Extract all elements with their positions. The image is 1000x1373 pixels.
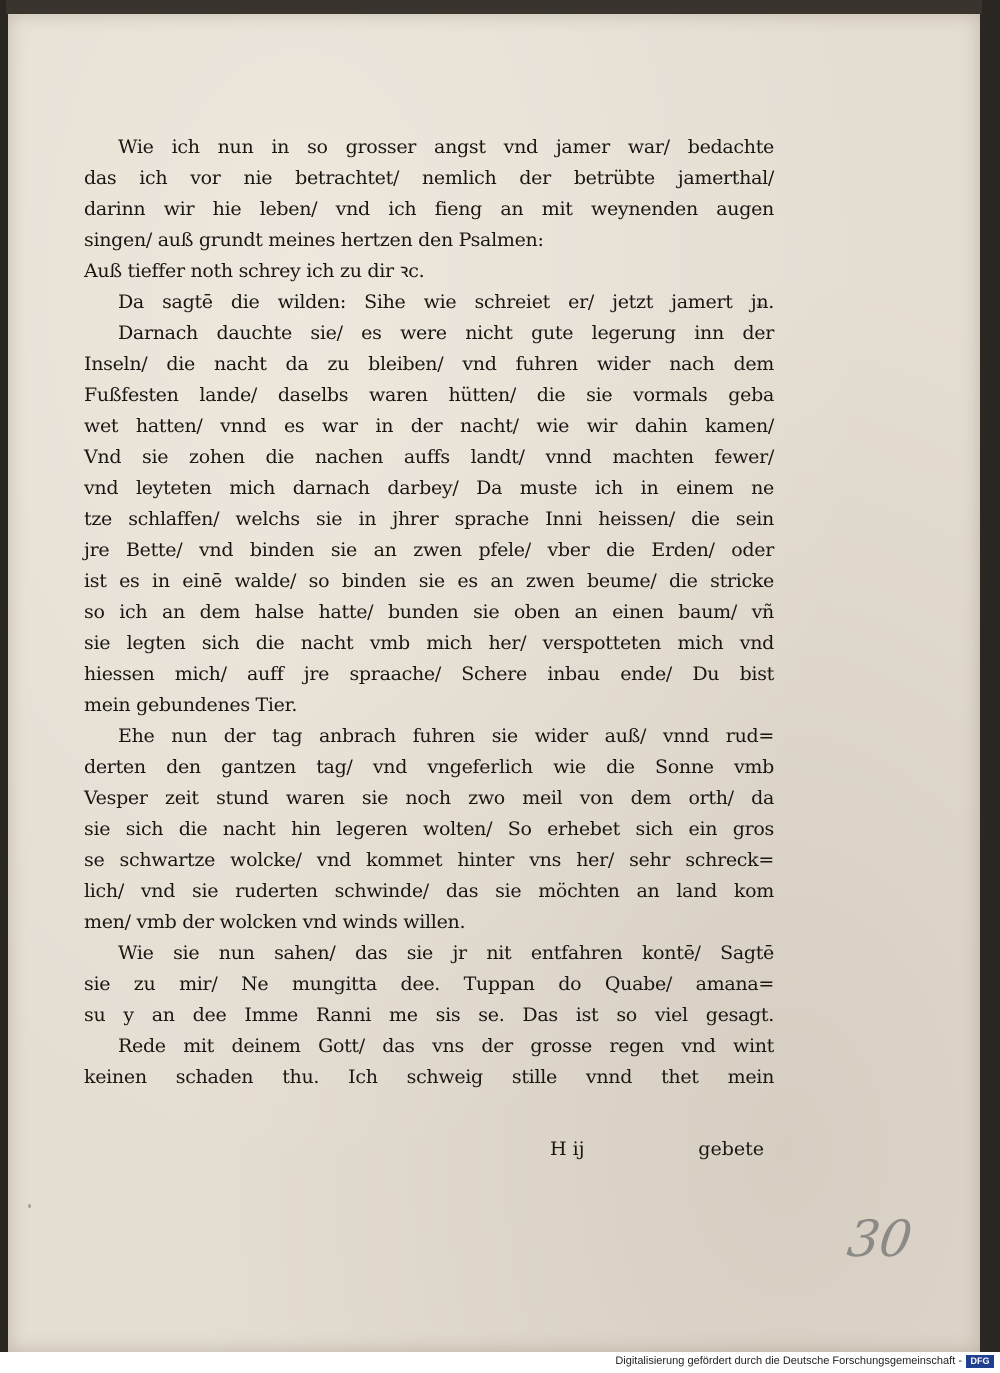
text-line: jre Bette/ vnd binden sie an zwen pfele/ vber die Erden/ oder (84, 539, 774, 561)
folio-number: 30 (843, 1210, 916, 1268)
text-line: so ich an dem halse hatte/ bunden sie oben an einen baum/ vñ (84, 601, 774, 623)
text-line: sie legten sich die nacht vmb mich her/ verspotteten mich vnd (84, 632, 774, 654)
text-line: Wie ich nun in so grosser angst vnd jamer war/ bedachte (118, 136, 774, 158)
text-line: Wie sie nun sahen/ das sie jr nit entfahren kontē/ Sagtē (118, 942, 774, 964)
body-text (84, 132, 774, 1093)
text-line: Ehe nun der tag anbrach fuhren sie wider auß/ vnnd rud= (118, 725, 774, 747)
text-line: se schwartze wolcke/ vnd kommet hinter vns her/ sehr schreck= (84, 849, 774, 871)
dfg-logo: DFG (966, 1355, 994, 1368)
text-line: sie sich die nacht hin legeren wolten/ So erhebet sich ein gros (84, 818, 774, 840)
text-line: sie zu mir/ Ne mungitta dee. Tuppan do Quabe/ amana= (84, 973, 774, 995)
signature-mark: H ij (550, 1138, 585, 1160)
text-line: men/ vmb der wolcken vnd winds willen. (84, 911, 466, 933)
paper-speck (28, 1204, 31, 1208)
funding-credit: Digitalisierung gefördert durch die Deutsche Forschungsgemeinschaft - (615, 1355, 962, 1367)
text-line: tze schlaffen/ welchs sie in jhrer sprache Inni heissen/ die sein (84, 508, 774, 530)
text-line: su y an dee Imme Ranni me sis se. Das ist so viel gesagt. (84, 1004, 774, 1026)
text-line: hiessen mich/ auff jre spraache/ Schere inbau ende/ Du bist (84, 663, 774, 685)
text-line: wet hatten/ vnnd es war in der nacht/ wie wir dahin kamen/ (84, 415, 774, 437)
text-line: Fußfesten lande/ daselbs waren hütten/ die sie vormals geba (84, 384, 774, 406)
text-line: darinn wir hie leben/ vnd ich fieng an mit weynenden augen (84, 198, 774, 220)
page-foot-line (84, 1134, 764, 1165)
text-line: Darnach dauchte sie/ es were nicht gute legerung inn der (118, 322, 774, 344)
text-line: Vnd sie zohen die nachen auffs landt/ vnnd machten fewer/ (84, 446, 774, 468)
text-line: ist es in einē walde/ so binden sie es an zwen beume/ die stricke (84, 570, 774, 592)
digitization-footer (0, 1352, 1000, 1373)
page-top-edge (6, 0, 982, 14)
text-line: singen/ auß grundt meines hertzen den Psalmen: (84, 229, 544, 251)
text-line: Vesper zeit stund waren sie noch zwo meil von dem orth/ da (84, 787, 774, 809)
text-line: Rede mit deinem Gott/ das vns der grosse regen vnd wint (118, 1035, 774, 1057)
text-line: lich/ vnd sie ruderten schwinde/ das sie möchten an land kom (84, 880, 774, 902)
text-line: das ich vor nie betrachtet/ nemlich der betrübte jamerthal/ (84, 167, 774, 189)
catchword: gebete (698, 1138, 764, 1160)
text-line: Inseln/ die nacht da zu bleiben/ vnd fuhren wider nach dem (84, 353, 774, 375)
text-line: mein gebundenes Tier. (84, 694, 298, 716)
text-line: keinen schaden thu. Ich schweig stille vnnd thet mein (84, 1066, 774, 1088)
text-line: Da sagtē die wilden: Sihe wie schreiet er/ jetzt jamert jn. (118, 291, 774, 313)
text-line: vnd leyteten mich darnach darbey/ Da muste ich in einem ne (84, 477, 774, 499)
text-line: Auß tieffer noth schrey ich zu dir ꝛc. (84, 260, 425, 282)
text-line: derten den gantzen tag/ vnd vngeferlich wie die Sonne vmb (84, 756, 774, 778)
